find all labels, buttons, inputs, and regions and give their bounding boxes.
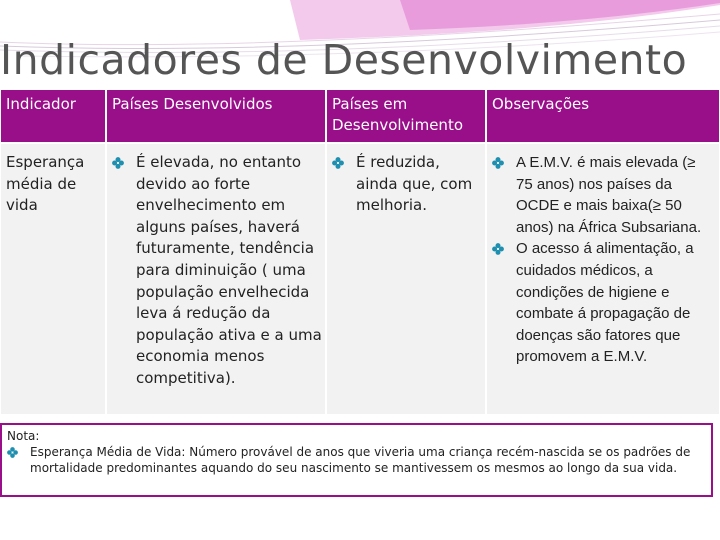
list-item	[492, 238, 716, 368]
cell-indicator: Esperança média de vida	[1, 143, 106, 414]
note-label: Nota:	[7, 429, 40, 443]
list-item	[112, 152, 322, 390]
diamond-bullet-icon	[492, 243, 504, 255]
cell-developed	[106, 143, 326, 414]
diamond-bullet-icon	[492, 157, 504, 169]
header-indicator: Indicador	[1, 90, 106, 143]
developed-text: É elevada, no entanto devido ao forte envelhecimento em alguns países, haverá futuramente, tendência para diminuição ( uma população envelhecida leva á redução da população ativa e a uma economia menos competitiva).	[136, 153, 322, 387]
table-row	[1, 143, 719, 414]
developing-text: É reduzida, ainda que, com melhoria.	[356, 153, 473, 215]
indicators-table	[1, 90, 719, 414]
diamond-bullet-icon	[332, 157, 344, 169]
cell-developing	[326, 143, 486, 414]
list-item	[7, 444, 708, 476]
note-text: Esperança Média de Vida: Número provável de anos que viveria uma criança recém-nascida se os padrões de mortalidade predominantes aquando do seu nascimento se mantivessem os mesmos ao longo da sua vida.	[30, 445, 691, 475]
list-item	[492, 152, 716, 238]
diamond-bullet-icon	[112, 157, 124, 169]
observation-text: A E.M.V. é mais elevada (≥ 75 anos) nos países da OCDE e mais baixa(≥ 50 anos) na África Subsariana.	[516, 154, 702, 236]
diamond-bullet-icon	[7, 447, 18, 458]
header-observations: Observações	[486, 90, 719, 143]
observation-text: O acesso á alimentação, a cuidados médicos, a condições de higiene e combate á propagação de doenças são fatores que promovem a E.M.V.	[516, 240, 694, 366]
table-header-row	[1, 90, 719, 143]
note-box	[0, 423, 713, 497]
cell-observations	[486, 143, 719, 414]
list-item	[332, 152, 482, 217]
page-title: Indicadores de Desenvolvimento	[0, 36, 688, 84]
header-developed: Países Desenvolvidos	[106, 90, 326, 143]
header-developing: Países em Desenvolvimento	[326, 90, 486, 143]
